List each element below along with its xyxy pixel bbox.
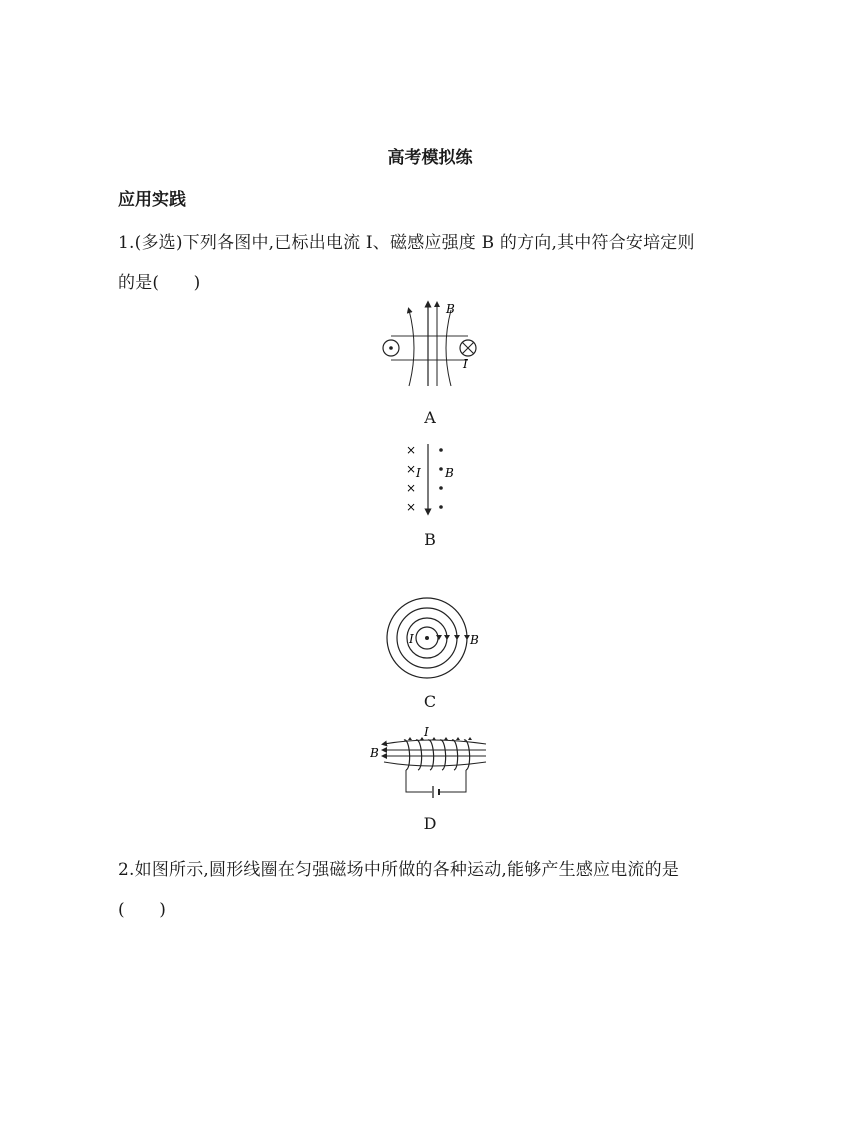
figure-b-label-b: B bbox=[445, 466, 454, 480]
page-title: 高考模拟练 bbox=[387, 148, 473, 168]
svg-text:×: × bbox=[406, 500, 417, 514]
question-2-line-1: 2.如图所示,圆形线圈在匀强磁场中所做的各种运动,能够产生感应电流的是 bbox=[118, 860, 680, 880]
figure-d-diagram bbox=[370, 726, 490, 798]
figure-d-caption: D bbox=[423, 814, 437, 833]
figure-c-diagram bbox=[383, 596, 493, 680]
figure-a-diagram bbox=[375, 298, 485, 390]
figure-c-label-b: B bbox=[470, 633, 479, 647]
svg-text:×: × bbox=[406, 443, 417, 457]
figure-b-diagram bbox=[398, 440, 468, 516]
figure-d-label-b: B bbox=[370, 746, 379, 760]
figure-a-label-b: B bbox=[446, 302, 455, 316]
question-1-line-2: 的是( ) bbox=[118, 273, 201, 293]
figure-c-caption: C bbox=[423, 692, 437, 711]
question-1-line-1: 1.(多选)下列各图中,已标出电流 I、磁感应强度 B 的方向,其中符合安培定则 bbox=[118, 233, 695, 253]
figure-a-caption: A bbox=[424, 408, 436, 427]
figure-c-label-i: I bbox=[409, 632, 414, 646]
figure-a-label-i: I bbox=[463, 357, 468, 371]
figure-b-caption: B bbox=[424, 530, 436, 549]
svg-text:×: × bbox=[406, 462, 417, 476]
figure-b-label-i: I bbox=[416, 466, 421, 480]
svg-text:×: × bbox=[406, 481, 417, 495]
figure-d-label-i: I bbox=[424, 726, 429, 739]
section-heading: 应用实践 bbox=[118, 190, 186, 210]
question-2-line-2: ( ) bbox=[118, 900, 167, 920]
